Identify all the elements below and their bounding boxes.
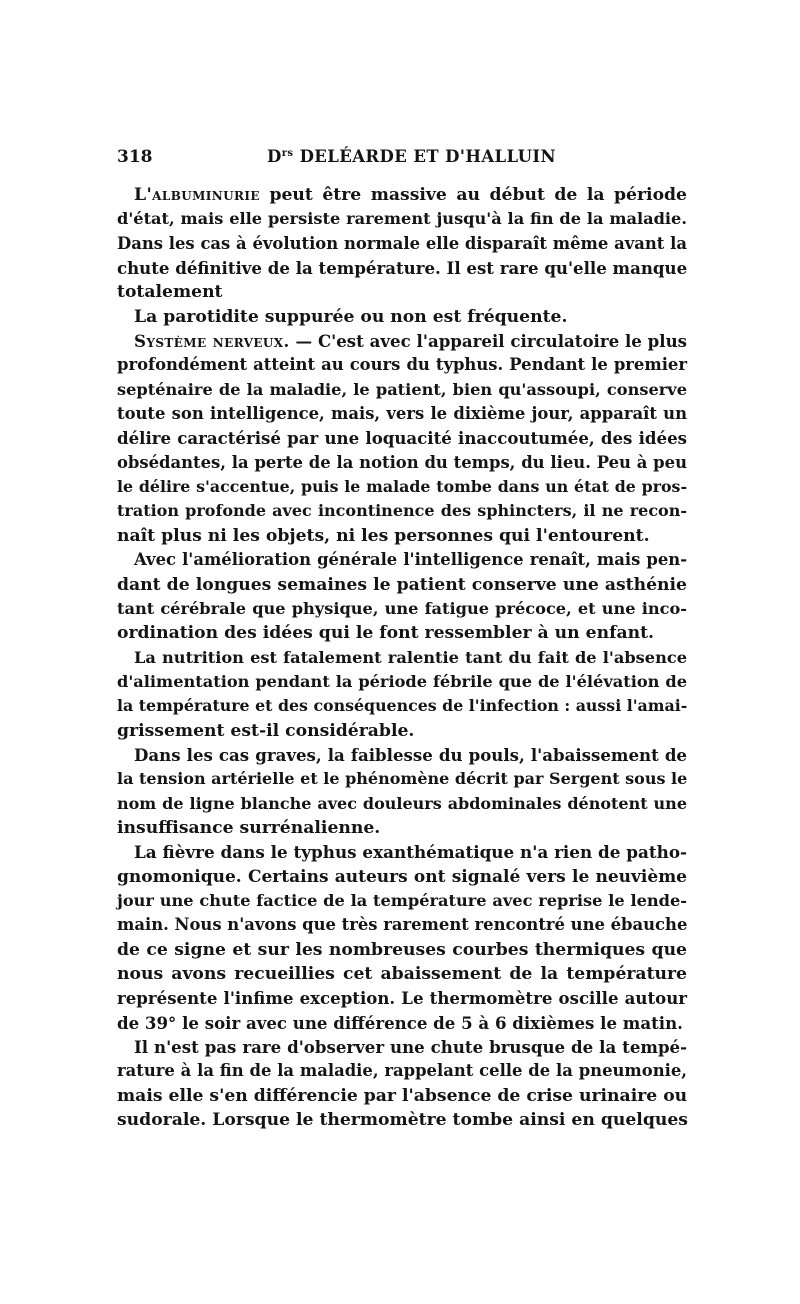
running-head-superscript: rs [281, 148, 294, 159]
line-text: d'alimentation pendant la période fébrile que de l'élévation de [117, 671, 687, 691]
line-text: totalement [117, 282, 223, 303]
line-text: La fièvre dans le typhus exanthématique n'a rien de patho- [134, 842, 687, 863]
text-line [117, 840, 687, 864]
small-caps-heading: L'albuminurie [134, 185, 260, 205]
line-text: La parotidite suppurée ou non est fréquente. [134, 306, 568, 327]
line-text: Dans les cas à évolution normale elle disparaît même avant la [117, 233, 687, 253]
body-text [117, 183, 687, 1132]
line-text: représente l'infime exception. Le thermomètre oscille autour [117, 988, 687, 1009]
line-text: jour une chute factice de la température avec reprise le lende- [117, 890, 687, 910]
line-text: grissement est-il considérable. [117, 720, 415, 741]
line-text: La nutrition est fatalement ralentie tant du fait de l'absence [134, 647, 687, 667]
line-text: le délire s'accentue, puis le malade tombe dans un état de pros- [117, 477, 687, 497]
text-line [117, 767, 687, 791]
text-line [117, 646, 687, 670]
line-text: main. Nous n'avons que très rarement rencontré une ébauche [117, 915, 688, 935]
line-text: profondément atteint au cours du typhus. Pendant le premier [117, 355, 687, 375]
line-text: dant de longues semaines le patient conserve une asthénie [117, 574, 687, 595]
line-text: toute son intelligence, mais, vers le dixième jour, apparaît un [117, 404, 687, 424]
line-text: — C'est avec l'appareil circulatoire le plus [289, 331, 687, 352]
line-text: tration profonde avec incontinence des sphincters, il ne recon- [117, 501, 687, 521]
text-line [117, 865, 687, 889]
line-text: rature à la fin de la maladie, rappelant celle de la pneumonie, [117, 1061, 687, 1081]
line-text: Il n'est pas rare d'observer une chute brusque de la tempé- [134, 1037, 687, 1058]
text-line [117, 232, 687, 256]
line-text: naît plus ni les objets, ni les personnes qui l'entourent. [117, 525, 650, 546]
line-text: sudorale. Lorsque le thermomètre tombe ainsi en quelques [117, 1110, 688, 1131]
text-line [117, 621, 687, 645]
text-line [117, 353, 687, 377]
line-text: de 39° le soir avec une différence de 5 à 6 dixièmes le matin. [117, 1012, 683, 1033]
text-line [117, 280, 687, 304]
line-text: insuffisance surrénalienne. [117, 817, 381, 838]
text-line [117, 816, 687, 840]
text-line [117, 475, 687, 499]
text-line [117, 329, 687, 353]
line-text: délire caractérisé par une loquacité inaccoutumée, des idées [117, 428, 687, 449]
text-line [117, 1084, 687, 1108]
line-text: nous avons recueillies cet abaissement de la température [117, 964, 687, 984]
text-line [117, 1108, 687, 1132]
text-line [117, 305, 687, 329]
line-text: la tension artérielle et le phénomène décrit par Sergent sous le [117, 769, 688, 789]
text-line [117, 378, 687, 402]
text-line [117, 207, 687, 231]
text-line [117, 597, 687, 621]
line-text: Avec l'amélioration générale l'intelligence renaît, mais pen- [134, 550, 687, 570]
line-text: peut être massive au début de la période [259, 185, 687, 205]
line-text: chute définitive de la température. Il est rare qu'elle manque [117, 258, 688, 279]
text-line [117, 719, 687, 743]
running-head-authors: DELÉARDE ET D'HALLUIN [293, 147, 557, 166]
text-line [117, 1011, 687, 1035]
page-number: 318 [117, 147, 153, 167]
text-line [117, 524, 687, 548]
text-line [117, 986, 687, 1010]
running-head [267, 147, 556, 166]
text-line [117, 499, 687, 523]
line-text: tant cérébrale que physique, une fatigue précoce, et une inco- [117, 598, 687, 618]
text-line [117, 573, 687, 597]
text-line [117, 694, 687, 718]
line-text: la température et des conséquences de l'infection : aussi l'amai- [117, 696, 688, 716]
text-line [117, 426, 687, 450]
small-caps-heading: Système nerveux. [134, 331, 290, 352]
running-head-prefix: D [267, 147, 282, 166]
text-line [117, 913, 687, 937]
text-line [117, 1035, 687, 1059]
line-text: ordination des idées qui le font ressembler à un enfant. [117, 623, 655, 644]
line-text: gnomonique. Certains auteurs ont signalé vers le neuvième [117, 866, 687, 887]
text-line [117, 1059, 687, 1083]
text-line [117, 183, 687, 207]
text-line [117, 743, 687, 767]
text-line [117, 670, 687, 694]
line-text: mais elle s'en différencie par l'absence de crise urinaire ou [117, 1085, 688, 1106]
text-line [117, 256, 687, 280]
line-text: septénaire de la maladie, le patient, bien qu'assoupi, conserve [117, 379, 687, 399]
text-line [117, 938, 687, 962]
line-text: obsédantes, la perte de la notion du temps, du lieu. Peu à peu [117, 452, 687, 472]
text-line [117, 962, 687, 986]
line-text: de ce signe et sur les nombreuses courbes thermiques que [117, 939, 687, 960]
line-text: d'état, mais elle persiste rarement jusqu'à la fin de la maladie. [117, 209, 687, 229]
text-line [117, 402, 687, 426]
line-text: Dans les cas graves, la faiblesse du pouls, l'abaissement de [134, 744, 687, 765]
text-line [117, 548, 687, 572]
line-text: nom de ligne blanche avec douleurs abdominales dénotent une [117, 793, 687, 813]
text-line [117, 451, 687, 475]
text-line [117, 889, 687, 913]
text-line [117, 792, 687, 816]
page-header [117, 143, 687, 173]
